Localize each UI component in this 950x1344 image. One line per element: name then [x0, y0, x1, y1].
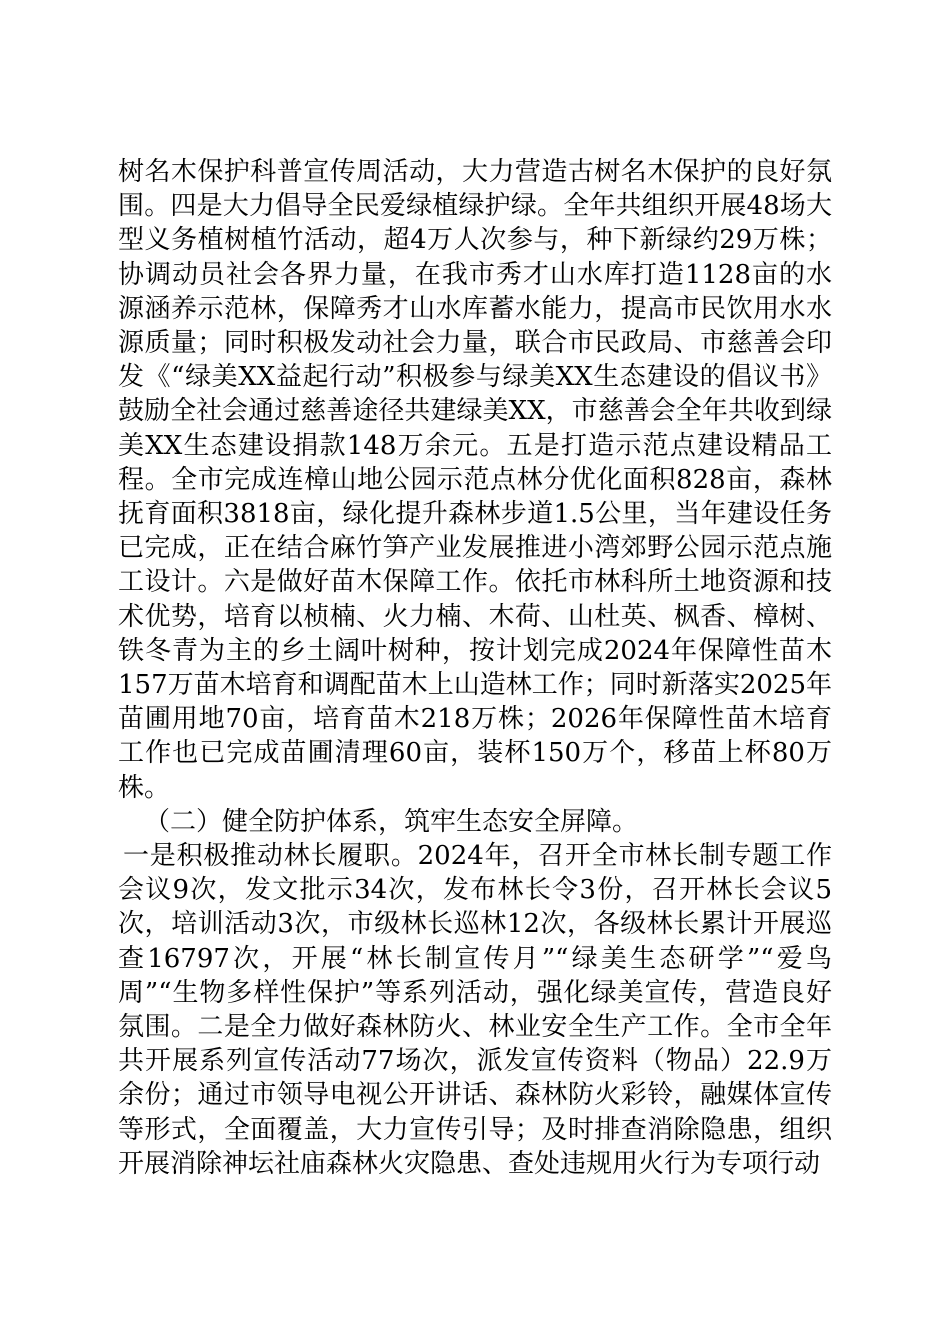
body-paragraph-continued: 树名木保护科普宣传周活动，大力营造古树名木保护的良好氛围。四是大力倡导全民爱绿植绿护绿。全年共组织开展48场大型义务植树植竹活动，超4万人次参与，种下新绿约29万株；协调动员社会各界力量，在我市秀才山水库打造1128亩的水源涵养示范林，保障秀才山水库蓄水能力，提高市民饮用水水源质量；同时积极发动社会力量，联合市民政局、市慈善会印发《“绿美XX益起行动”积极参与绿美XX生态建设的倡议书》鼓励全社会通过慈善途径共建绿美XX，市慈善会全年共收到绿美XX生态建设捐款148万余元。五是打造示范点建设精品工程。全市完成连樟山地公园示范点林分优化面积828亩，森林抚育面积3818亩，绿化提升森林步道1.5公里，当年建设任务已完成，正在结合麻竹笋产业发展推进小湾郊野公园示范点施工设计。六是做好苗木保障工作。依托市林科所土地资源和技术优势，培育以桢楠、火力楠、木荷、山杜英、枫香、樟树、铁冬青为主的乡土阔叶树种，按计划完成2024年保障性苗木157万苗木培育和调配苗木上山造林工作；同时新落实2025年苗圃用地70亩，培育苗木218万株；2026年保障性苗木培育工作也已完成苗圃清理60亩，装杯150万个，移苗上杯80万株。 — [118, 157, 832, 803]
body-paragraph-section: 一是积极推动林长履职。2024年，召开全市林长制专题工作会议9次，发文批示34次，发布林长令3份，召开林长会议5次，培训活动3次，市级林长巡林12次，各级林长累计开展巡查16797次，开展“林长制宣传月”“绿美生态研学”“爱鸟周”“生物多样性保护”等系列活动，强化绿美宣传，营造良好氛围。二是全力做好森林防火、林业安全生产工作。全市全年共开展系列宣传活动77场次，派发宣传资料（物品）22.9万余份；通过市领导电视公开讲话、森林防火彩铃，融媒体宣传等形式，全面覆盖，大力宣传引导；及时排查消除隐患，组织开展消除神坛社庙森林火灾隐患、查处违规用火行为专项行动 — [118, 841, 832, 1179]
document-body — [118, 155, 832, 1181]
section-heading: （二）健全防护体系，筑牢生态安全屏障。 — [144, 806, 639, 837]
